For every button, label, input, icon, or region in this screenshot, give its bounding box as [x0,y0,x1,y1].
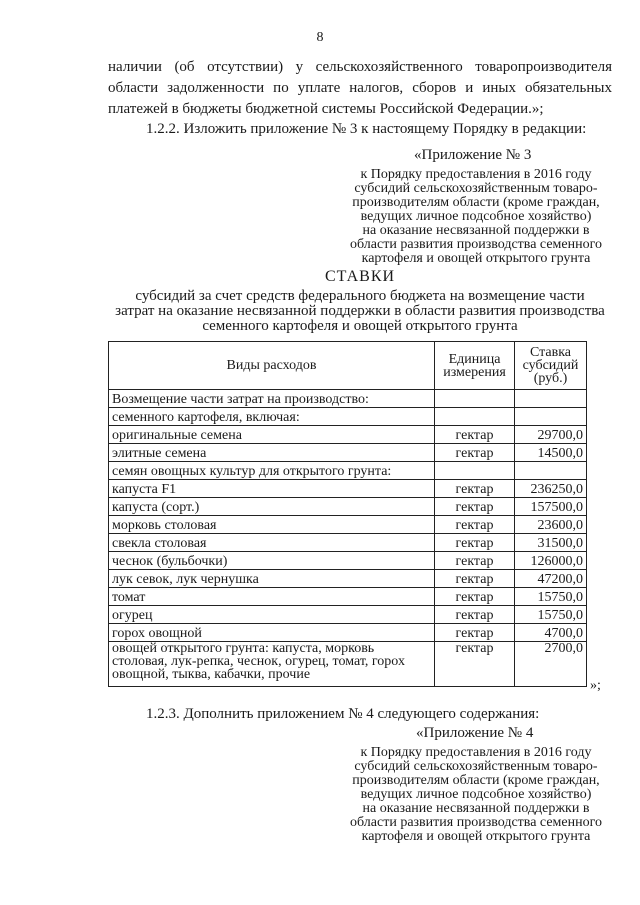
appendix3-line: производителям области (кроме граждан, [352,195,600,210]
table-cell-value [515,408,587,426]
table-cell-unit: гектар [435,498,515,516]
table-cell-name: горох овощной [109,624,435,642]
table-row [109,390,587,408]
appendix4-block [340,746,612,844]
header-rate-line: Ставка [529,345,572,360]
appendix4-line: к Порядку предоставления в 2016 году [360,745,592,760]
table-cell-value: 14500,0 [515,444,587,462]
appendix3-heading: «Приложение № 3 [414,147,532,163]
rates-title: СТАВКИ [324,268,396,285]
table-cell-unit [435,408,515,426]
table-cell-unit: гектар [435,426,515,444]
table-row [109,426,587,444]
table-cell-unit: гектар [435,534,515,552]
rates-subtitle [108,289,612,334]
intro-paragraph: наличии (об отсутствии) у сельскохозяйственного товаропроизводителя области задолженности по уплате налогов, сборов и иных обязательных платежей в бюджеты бюджетной системы Российской Федерации.»; [108,59,612,117]
table-cell-value: 4700,0 [515,624,587,642]
page-number: 8 [316,30,324,45]
table-cell-value: 47200,0 [515,570,587,588]
table-row [109,606,587,624]
appendix3-line: к Порядку предоставления в 2016 году [360,167,592,182]
table-cell-value: 23600,0 [515,516,587,534]
item-1-2-3: 1.2.3. Дополнить приложением № 4 следующего содержания: [146,706,540,722]
appendix4-line: на оказание несвязанной поддержки в [362,801,590,816]
table-row [109,552,587,570]
table-row [109,480,587,498]
table-row [109,624,587,642]
table-cell-unit: гектар [435,588,515,606]
closing-mark: »; [590,678,601,693]
table-cell-unit: гектар [435,516,515,534]
rates-subtitle-line: затрат на оказание несвязанной поддержки в области развития производства [115,303,605,319]
table-cell-name: капуста (сорт.) [109,498,435,516]
rates-subtitle-line: субсидий за счет средств федерального бюджета на возмещение части [135,288,585,304]
table-cell-unit: гектар [435,606,515,624]
header-unit-line: Единица [448,351,501,367]
table-cell-unit: гектар [435,570,515,588]
appendix3-line: ведущих личное подсобное хозяйство) [360,209,592,224]
appendix3-block [340,168,612,266]
header-unit-line: измерения [443,364,506,380]
appendix4-line: картофеля и овощей открытого грунта [361,829,591,844]
appendix3-line: субсидий сельскохозяйственным товаро- [354,181,598,196]
table-cell-unit [435,462,515,480]
table-cell-name: семенного картофеля, включая: [109,408,435,426]
table-row-last [109,642,587,687]
table-cell-name: лук севок, лук чернушка [109,570,435,588]
appendix3-line: картофеля и овощей открытого грунта [361,251,591,266]
table-row [109,462,587,480]
table-cell-value: 236250,0 [515,480,587,498]
rates-table [108,341,587,687]
table-cell-name: семян овощных культур для открытого грунта: [109,462,435,480]
header-rate [515,342,587,390]
item-1-2-2: 1.2.2. Изложить приложение № 3 к настоящему Порядку в редакции: [146,121,587,137]
appendix3-line: на оказание несвязанной поддержки в [362,223,590,238]
table-cell-value: 29700,0 [515,426,587,444]
table-row [109,498,587,516]
table-cell-name: морковь столовая [109,516,435,534]
header-rate-line: (руб.) [533,371,568,386]
table-cell-name: Возмещение части затрат на производство: [109,390,435,408]
table-cell-name: оригинальные семена [109,426,435,444]
table-cell-name: капуста F1 [109,480,435,498]
table-row [109,588,587,606]
appendix4-line: субсидий сельскохозяйственным товаро- [354,759,598,774]
table-cell-value: 2700,0 [515,642,587,687]
table-cell-name: томат [109,588,435,606]
header-expense-type: Виды расходов [109,342,435,390]
table-row [109,516,587,534]
table-cell-value: 157500,0 [515,498,587,516]
table-cell-value: 15750,0 [515,606,587,624]
table-row [109,444,587,462]
table-cell-value [515,462,587,480]
table-row [109,408,587,426]
appendix4-line: производителям области (кроме граждан, [352,773,600,788]
table-cell-unit: гектар [435,480,515,498]
table-cell-name: огурец [109,606,435,624]
table-cell-name: чеснок (бульбочки) [109,552,435,570]
table-cell-unit: гектар [435,642,515,687]
header-unit [435,342,515,390]
appendix4-line: ведущих личное подсобное хозяйство) [360,787,592,802]
appendix4-heading: «Приложение № 4 [416,725,534,741]
table-header-row [109,342,587,390]
appendix4-line: области развития производства семенного [350,815,602,830]
table-row [109,534,587,552]
header-rate-line: субсидий [522,358,579,373]
table-cell-value: 31500,0 [515,534,587,552]
table-cell-unit: гектар [435,624,515,642]
table-cell-value [515,390,587,408]
table-cell-name: элитные семена [109,444,435,462]
rates-subtitle-line: семенного картофеля и овощей открытого грунта [202,318,518,334]
table-cell-value: 15750,0 [515,588,587,606]
table-cell-name: овощей открытого грунта: капуста, морковь столовая, лук-репка, чеснок, огурец, томат, горох овощной, тыква, кабачки, прочие [109,642,435,687]
appendix3-line: области развития производства семенного [350,237,602,252]
table-cell-unit: гектар [435,552,515,570]
table-row [109,570,587,588]
table-cell-name: свекла столовая [109,534,435,552]
table-cell-unit: гектар [435,444,515,462]
table-cell-unit [435,390,515,408]
table-cell-value: 126000,0 [515,552,587,570]
table-body [109,390,587,642]
